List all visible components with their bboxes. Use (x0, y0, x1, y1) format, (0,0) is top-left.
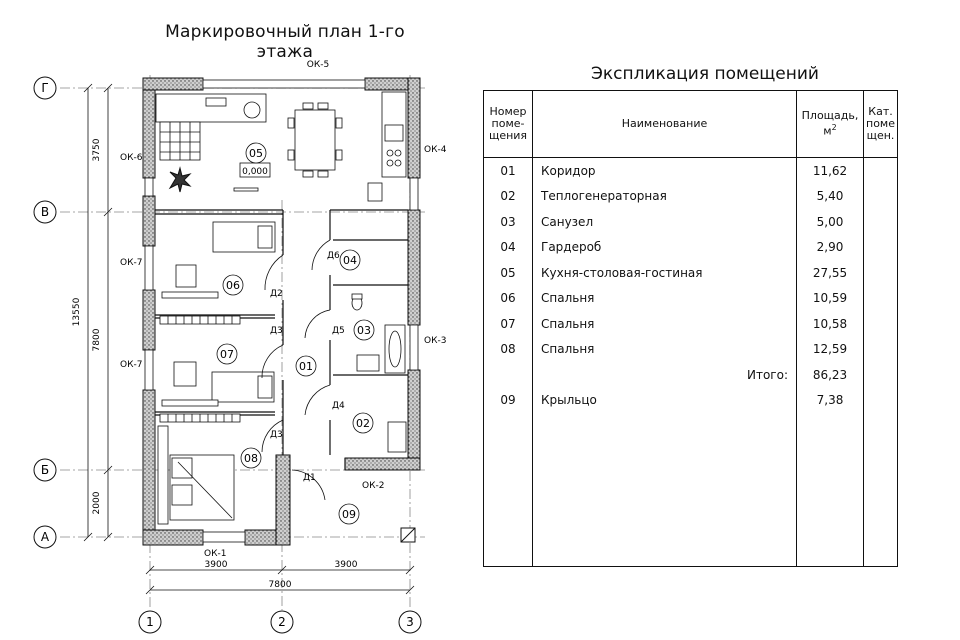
dim-2000: 2000 (92, 491, 102, 515)
door-label-d3-a: Д3 (270, 326, 283, 336)
dim-3900-left: 3900 (204, 560, 228, 570)
axis-number-2: 2 (278, 615, 286, 629)
cell-category (864, 490, 898, 516)
axis-number-3: 3 (406, 615, 414, 629)
cell-number: 06 (484, 286, 533, 312)
window-label-ok1: ОК-1 (204, 549, 227, 559)
door-label-d2: Д2 (270, 289, 283, 299)
cell-category (864, 439, 898, 465)
table-row (484, 439, 898, 465)
cell-area: 12,59 (797, 337, 864, 363)
plan-title: Маркировочный план 1-го этажа (165, 22, 405, 62)
explication-table (483, 90, 898, 567)
table-row (484, 209, 898, 235)
cell-area (797, 541, 864, 567)
furniture-kitchen-living (156, 92, 406, 191)
cell-name: Спальня (533, 311, 797, 337)
cell-category (864, 388, 898, 414)
cell-area: 11,62 (797, 158, 864, 184)
cell-category (864, 235, 898, 261)
cell-name (533, 464, 797, 490)
room-09: 09 (342, 508, 356, 521)
cell-number: 03 (484, 209, 533, 235)
window-label-ok4: ОК-4 (424, 145, 447, 155)
room-08: 08 (244, 452, 258, 465)
table-row (484, 184, 898, 210)
cell-name: Спальня (533, 337, 797, 363)
table-row (484, 515, 898, 541)
cell-number (484, 464, 533, 490)
cell-name: Крыльцо (533, 388, 797, 414)
cell-name: Итого: (533, 362, 797, 388)
cell-number: 08 (484, 337, 533, 363)
room-05: 05 (249, 147, 263, 160)
cell-area: 10,58 (797, 311, 864, 337)
cell-category (864, 337, 898, 363)
cell-number: 02 (484, 184, 533, 210)
cell-number: 09 (484, 388, 533, 414)
cell-area (797, 490, 864, 516)
table-row (484, 260, 898, 286)
cell-name: Спальня (533, 286, 797, 312)
cell-category (864, 541, 898, 567)
axis-letter-v: В (40, 205, 50, 219)
cell-area (797, 413, 864, 439)
cell-category (864, 362, 898, 388)
cell-category (864, 286, 898, 312)
room-03: 03 (357, 324, 371, 337)
axis-letter-a: А (40, 530, 50, 544)
cell-area: 10,59 (797, 286, 864, 312)
table-row (484, 337, 898, 363)
cell-category (864, 311, 898, 337)
window-label-ok2: ОК-2 (362, 481, 385, 491)
cell-category (864, 515, 898, 541)
cell-name: Гардероб (533, 235, 797, 261)
door-label-d4: Д4 (332, 401, 345, 411)
header-category: Кат. поме щен. (864, 91, 898, 158)
cell-area (797, 515, 864, 541)
cell-name: Коридор (533, 158, 797, 184)
sanitary-fixtures (352, 183, 406, 452)
door-label-d3-b: Д3 (270, 430, 283, 440)
window-label-ok7-a: ОК-7 (120, 258, 143, 268)
cell-name (533, 439, 797, 465)
cell-number: 07 (484, 311, 533, 337)
cell-number: 04 (484, 235, 533, 261)
room-01: 01 (299, 360, 313, 373)
table-row (484, 362, 898, 388)
table-row (484, 311, 898, 337)
door-label-d1: Д1 (303, 473, 316, 483)
room-06: 06 (226, 279, 240, 292)
furniture-bedrooms (158, 222, 275, 524)
plant-icon (170, 168, 190, 192)
axis-letter-markers (34, 77, 56, 548)
cell-number (484, 439, 533, 465)
window-label-ok7-b: ОК-7 (120, 360, 143, 370)
table-row (484, 490, 898, 516)
door-label-d6: Д6 (327, 251, 340, 261)
cell-number (484, 490, 533, 516)
cell-name (533, 541, 797, 567)
cell-category (864, 464, 898, 490)
window-label-ok5: ОК-5 (306, 60, 330, 70)
table-row (484, 541, 898, 567)
cell-name (533, 413, 797, 439)
cell-category (864, 260, 898, 286)
cell-name: Кухня-столовая-гостиная (533, 260, 797, 286)
table-title: Экспликация помещений (591, 64, 819, 84)
header-area: Площадь, $м^2$ (797, 91, 864, 158)
axis-number-markers (139, 611, 421, 633)
window-label-ok6: ОК-6 (120, 153, 143, 163)
cell-category (864, 184, 898, 210)
axis-letter-b: Б (40, 463, 50, 477)
level-mark: 0,000 (242, 167, 268, 177)
cell-name (533, 490, 797, 516)
axis-letter-g: Г (41, 81, 49, 95)
cell-name: Санузел (533, 209, 797, 235)
cell-name: Теплогенераторная (533, 184, 797, 210)
dim-13550: 13550 (72, 297, 82, 327)
door-swings (262, 240, 330, 500)
cell-category (864, 209, 898, 235)
cell-area (797, 464, 864, 490)
header-number: Номер поме- щения (484, 91, 533, 158)
cell-area: 7,38 (797, 388, 864, 414)
cell-category (864, 158, 898, 184)
cell-number (484, 413, 533, 439)
table-row (484, 235, 898, 261)
cell-name (533, 515, 797, 541)
table-row (484, 388, 898, 414)
table-header-row (484, 91, 898, 158)
axis-grid (60, 75, 425, 610)
cell-area: 5,00 (797, 209, 864, 235)
table-row (484, 464, 898, 490)
cell-number (484, 515, 533, 541)
window-label-ok3: ОК-3 (424, 336, 447, 346)
dim-3750: 3750 (92, 138, 102, 162)
room-07: 07 (220, 348, 234, 361)
room-04: 04 (343, 254, 357, 267)
cell-area: 86,23 (797, 362, 864, 388)
dim-7800-bottom: 7800 (268, 580, 292, 590)
dim-3900-right: 3900 (334, 560, 358, 570)
door-label-d5: Д5 (332, 326, 345, 336)
cell-number: 05 (484, 260, 533, 286)
cell-number (484, 362, 533, 388)
table-row (484, 158, 898, 184)
cell-area: 5,40 (797, 184, 864, 210)
axis-number-1: 1 (146, 615, 154, 629)
cell-area: 2,90 (797, 235, 864, 261)
header-name: Наименование (533, 91, 797, 158)
table-row (484, 286, 898, 312)
cell-area: 27,55 (797, 260, 864, 286)
cell-category (864, 413, 898, 439)
cell-area (797, 439, 864, 465)
table-row (484, 413, 898, 439)
dim-7800: 7800 (92, 328, 102, 352)
room-02: 02 (356, 417, 370, 430)
cell-number: 01 (484, 158, 533, 184)
cell-number (484, 541, 533, 567)
